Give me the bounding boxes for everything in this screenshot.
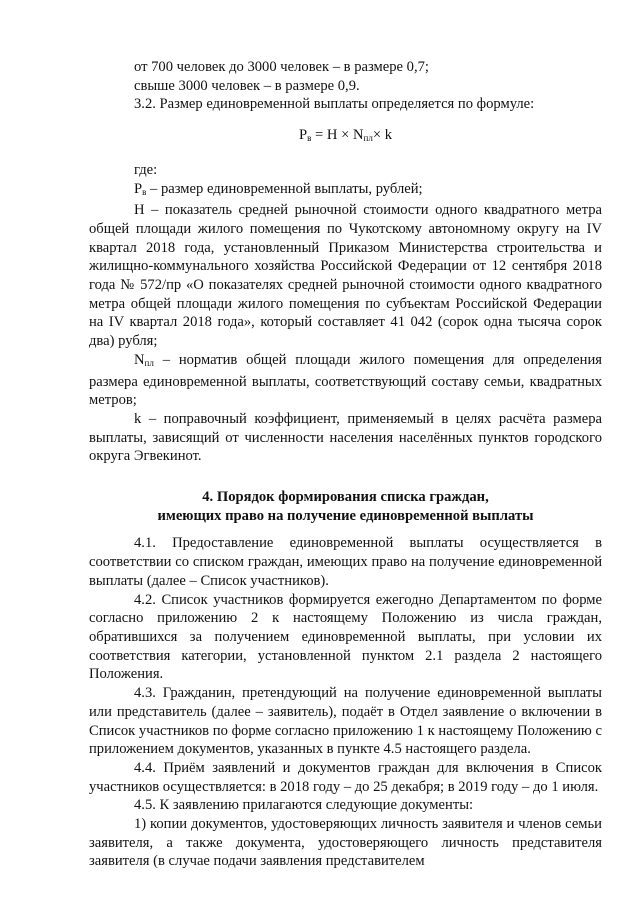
definition-k: k – поправочный коэффициент, применяемый в целях расчёта размера выплаты, зависящий от численности населения населённых пунктов городского округа Эгвекинот. [89,410,602,465]
definition-n [89,351,602,410]
def-n-sub: пл [144,357,154,368]
paragraph-4-1: 4.1. Предоставление единовременной выплаты осуществляется в соответствии со списком граждан, имеющих право на получение единовременной выплаты (далее – Список участников). [89,535,602,589]
list-item-1: 1) копии документов, удостоверяющих личность заявителя и членов семьи заявителя, а также документа, удостоверяющего личность представителя заявителя (в случае подачи заявления представителем [89,816,602,870]
formula-n-sub: пл [363,133,373,144]
formula [89,126,602,148]
definition-h: Н – показатель средней рыночной стоимости одного квадратного метра общей площади жилого помещения по Чукотскому автономному округу на IV квартал 2018 года, установленный Приказом Министерства строительства и жилищно-коммунального хозяйства Российской Федерации от 12 сентября 2018 года № 572/пр «О показателях средней рыночной стоимости одного квадратного метра общей площади жилого помещения по субъектам Российской Федерации на IV квартал 2018 года», который составляет 41 042 (сорок одна тысяча сорок два) рубля; [89,202,602,350]
definition-p [89,180,602,202]
paragraph-4-2: 4.2. Список участников формируется ежегодно Департаментом по форме согласно приложению 2 к настоящему Положению из числа граждан, обратившихся за получением единовременной выплаты, при условии их соответствия категории, установленной пунктом 2.1 раздела 2 настоящего Положения. [89,591,602,683]
where-label: где: [134,161,158,178]
formula-eq: = Н × N [311,127,364,144]
def-n-symbol: N [134,351,145,368]
line-700-3000: от 700 человек до 3000 человек – в размере 0,7; [134,59,429,75]
paragraph-4-4: 4.4. Приём заявлений и документов граждан для включения в Список участников осуществляется: в 2018 году – до 25 декабря; в 2019 году – до 1 июля. [89,759,602,795]
paragraph-3-2: 3.2. Размер единовременной выплаты определяется по формуле: [134,96,535,113]
document-body [89,58,602,871]
formula-tail: × k [372,127,392,144]
section-4-heading [89,488,602,525]
section-heading-line-2: имеющих право на получение единовременной выплаты [157,507,534,524]
line-over-3000: свыше 3000 человек – в размере 0,9. [134,77,360,94]
def-p-sub: в [142,186,147,197]
paragraph-4-3: 4.3. Гражданин, претендующий на получение единовременной выплаты или представитель (далее – заявитель), подаёт в Отдел заявление о включении в Список участников по форме согласно приложению 1 к настоящему Положению с приложением документов, указанных в пункте 4.5 настоящего раздела. [89,685,602,758]
formula-p-sub: в [307,133,312,144]
paragraph-4-5: 4.5. К заявлению прилагаются следующие документы: [134,797,474,814]
section-heading-line-1: 4. Порядок формирования списка граждан, [202,489,489,506]
formula-p: Р [298,127,308,144]
def-n-text: – норматив общей площади жилого помещения для определения размера единовременной выплаты, соответствующий составу семьи, квадратных метров; [89,351,602,409]
def-p-symbol: Р [134,180,143,197]
def-p-text: – размер единовременной выплаты, рублей; [146,180,423,197]
